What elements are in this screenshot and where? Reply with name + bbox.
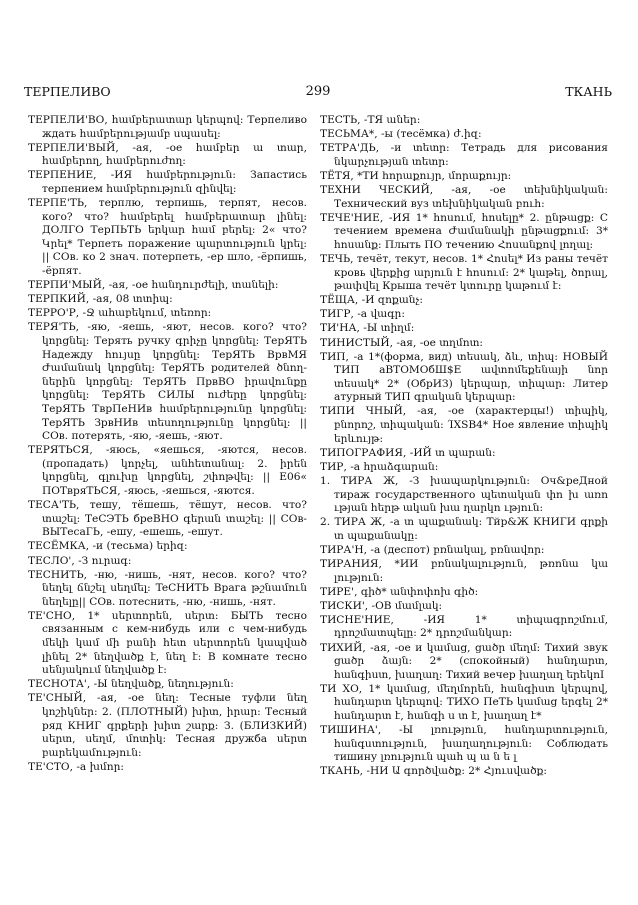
entry-definition: -яюсь, «яешься, -яются, несов. (пропадать) կորչել, անհետանալ: 2. իրեն կորցնել, գլուխը կորցնել, շփոթվել: || Е06« ПОТвряТЬСЯ, -яюсь, -яешься, -яются. (42, 444, 307, 498)
entry-headword: ТИХИЙ (320, 641, 363, 654)
dictionary-entry: ТИП, -а 1*(форма, вид) տեսակ, ձև, տիպ: НОВЫЙ ТИП аВТОМОбШ$Е ավտոմեքենայի նոր տեսակ* 2* (ОбрИЗ) կերպար, տիպար: Литер атурный ТИП գրական կերպար: (320, 350, 608, 404)
entry-headword: ТЕРЯ'ТЬ (28, 321, 76, 334)
entry-headword: ТИПОГРАФИЯ (320, 446, 403, 459)
dictionary-entry: ТЕРПЕ'ТЬ, терплю, терпишь, терпят, несов. кого? что? համբերել համբերատար լինել: ДОЛГО ТерПЬТЬ երկար համ բերել: 2« что? Կրել* Терпеть поражение պարտություն կրել: || СОв. ко 2 знач. потерпеть, -ер шло, -ёрпишь, -ёрпят. (28, 197, 307, 278)
entry-definition: течёт, текут, несов. 1* Հոսել* Из раны течёт кровь վերքից արյուն է հոսում: 2* կաթել, ծորալ, թափվել Крыша течёт կտուրը կաթում է: (334, 252, 608, 293)
entry-definition: համբերատար կերպով: Терпеливо ждать համբերությամբ սպասել: (42, 114, 307, 140)
dictionary-entry: ТЕСЛО', -З ուրագ: (28, 554, 132, 567)
entry-definition: -З խապարկություն: Оч&рeДной тираж государственного պետական փո խ առո ւթյան հերթ ական խա ղարկո ւթյուն: (334, 474, 608, 515)
entry-headword: ТЁЩА (320, 294, 355, 307)
entry-headword: ТИСКИ' (320, 599, 365, 612)
entry-definition: -ая, -ое համբեր ա տար, համբերող, համբերուժող: (42, 141, 307, 168)
dictionary-entry: ТЁЩА, -И զոքանչ: (320, 294, 423, 307)
dictionary-entry: 2. ТИРА Ж, -а տ պաքանակ: Тйр&Ж КНИГИ գրքի տ պաքանակը: (320, 516, 608, 542)
dictionary-entry: ТЕ'СТО, -а խմոր: (28, 760, 124, 773)
entry-headword: ТИР (320, 460, 344, 473)
entry-definition: -ая, -ое նեղ: Тесные туфли նեղ կոշիկներ: 2. (ПЛОТНЫЙ) խիտ, իրար: Тесный ряд КНИГ գրքերի խիտ շարք: З. (БЛИЗКИЙ) սերտ, սեղմ, մոտիկ: Тесная дружба սերտ բարեկամություն: (42, 692, 307, 759)
entry-definition: -Ы լռություն, հանդարտություն, հանգստություն, խաղաղություն: Соблюдать тишину լռություն պահ պ ա ն ե լ (334, 724, 608, 764)
entry-definition: -Ջ ահաբեկում, տեռոր: (82, 307, 212, 320)
entry-definition: терплю, терпишь, терпят, несов. кого? что? համբերել համբերատար լինել: ДОЛГО ТерПЬТЬ երկար համ բերել: 2« что? Կրել* Терпеть поражение պարտություն կրել: || СОв. ко 2 знач. потерпеть, -ер шло, -ёрпишь, -ёрпят. (42, 197, 307, 278)
page-number: 299 (305, 84, 331, 99)
dictionary-entry: ТИ ХО, 1* կամաց, մեղմորեն, հանգիստ կերպով, հանդարտ կերպով: ТИХО ПеТЬ կամաց երգել 2* հանդարտ է, հանգի ս տ է, խաղաղ է* (320, 682, 608, 723)
entry-headword: ТЕХНИ ЧЕСКИЙ (320, 183, 430, 196)
entry-headword: ТЕЧЕ'НИЕ (320, 211, 380, 224)
entry-definition: -а (деспот) բռնակալ, բռնավոր: (370, 543, 545, 556)
entry-headword: ТЕСА'ТЬ (28, 499, 77, 512)
dictionary-entry: ТЕРПЕЛИ'ВО, համբերատար կերպով: Терпеливо ждать համբերությամբ սպասել: (28, 114, 307, 140)
left-column (28, 114, 307, 775)
entry-definition: -и (тесьма) երիզ: (92, 540, 188, 553)
entry-definition: -ИЯ 1* տիպագրոշմում, դրոշմատպելը: 2* դրոշմանկար: (334, 613, 608, 640)
entry-headword: ТИПИ ЧНЫЙ (320, 405, 403, 418)
dictionary-entry: ТИПОГРАФИЯ, -ИЙ տ պարան: (320, 446, 496, 459)
entry-headword: ТИ'НА (320, 322, 357, 335)
entry-definition: -и տետր: Тетрадь для рисования նկարչության տետր: (334, 142, 608, 168)
entry-headword: ТЕ'СНО (28, 609, 72, 622)
dictionary-entry: ТЕСНОТА', -Ы նեղվածք, նեղություն: (28, 678, 234, 691)
entry-definition: -ТЯ աներ: (363, 114, 421, 126)
entry-headword: 1. ТИРА Ж (320, 474, 396, 487)
entry-definition: -ая, 08 տտիպ: (92, 293, 173, 306)
entry-headword: ТЕРПЕЛИ'ВЫЙ (28, 141, 116, 154)
entry-definition: -а խմոր: (76, 760, 124, 773)
entry-definition: -ИЙ տ պարան: (409, 446, 496, 459)
entry-headword: ТЕРПЕНИЕ (28, 169, 94, 182)
entry-headword: ТЕСНИТЬ (28, 568, 84, 581)
dictionary-entry: ТИСКИ', -ОВ մամլակ: (320, 599, 443, 612)
dictionary-entry: ТЕРПИ'МЫЙ, -ая, -ое հանդուրժելի, տանելի: (28, 279, 279, 292)
entry-definition: 1* սերտորեն, սերտ: БЫТЬ тесно связанным с кем-нибудь или с чем-нибудь մեկի կամ մի բանի հետ սերտորեն կապված լինել 2* նեղվածք է, նեղ է: В комнате тесно սենյակում նեղվածք է: (42, 609, 307, 677)
entry-headword: ТИРАНИЯ (320, 558, 379, 570)
entry-headword: ТЕСНОТА' (28, 678, 87, 691)
dictionary-entry: ТЕХНИ ЧЕСКИЙ, -ая, -ое տեխնիկական: Технический вуз տեխնիկական բուհ: (320, 183, 608, 210)
entry-headword: ТЕ'СНЫЙ (28, 692, 83, 705)
dictionary-entry: ТЁТЯ, *ТИ hորաքույր, մորաքույր: (320, 169, 512, 182)
entry-definition: *ИИ բռնակալություն, թռոնա կա լություն: (334, 558, 608, 584)
entry-headword: ТИСНЕ'НИЕ (320, 613, 391, 626)
page-header (24, 84, 612, 102)
entry-headword: ТЕРПИ'МЫЙ (28, 279, 102, 292)
entry-headword: ТИП (320, 350, 346, 363)
dictionary-entry: ТЕСТЬ, -ТЯ աներ: (320, 114, 421, 126)
entry-definition: -Ы նեղվածք, նեղություն: (93, 678, 234, 691)
entry-definition: -ая, -ое տղմոտ: (396, 336, 483, 349)
dictionary-entry: ТИНИСТЫЙ, -ая, -ое տղմոտ: (320, 336, 483, 349)
dictionary-entry: 1. ТИРА Ж, -З խապարկություն: Оч&рeДной тираж государственного պետական փո խ առո ւթյան հերթ ական խա ղարկո ւթյուն: (320, 474, 608, 515)
entry-definition: -ая, -ое (характерцы!) տիպիկ, բնորոշ, տիպական: ΊXSB4* Ное явление տիպիկ երևույթ: (334, 405, 608, 445)
entry-definition: -Ы տիղմ: (363, 322, 415, 335)
dictionary-entry: ТЕСЁМКА, -и (тесьма) երիզ: (28, 540, 188, 553)
entry-headword: ТЕСЁМКА (28, 540, 86, 553)
entry-definition: -ы (тесёмка) ժ.իզ: (380, 128, 482, 141)
entry-headword: ТЕСЛО' (28, 554, 72, 567)
dictionary-entry: ТИРАНИЯ, *ИИ բռնակալություն, թռոնա կա լություն: (320, 558, 608, 584)
dictionary-entry: ТИСНЕ'НИЕ, -ИЯ 1* տիպագրոշմում, դրոշմատպելը: 2* դրոշմանկար: (320, 613, 608, 640)
header-left-word: ТЕРПЕЛИВО (24, 84, 111, 99)
entry-headword: ТЕРПЕЛИ'ВО (28, 114, 105, 126)
entry-headword: ТЕРПЕ'ТЬ (28, 197, 85, 210)
entry-headword: ТЕСТЬ (320, 114, 358, 126)
entry-definition: -НИ Ա գործվածք: 2* Հյուսվածք: (366, 765, 547, 778)
dictionary-entry: ТКАНЬ, -НИ Ա գործվածք: 2* Հյուսվածք: (320, 765, 547, 778)
entry-definition: գիծ* անփոփոխ գիծ: (360, 585, 479, 598)
dictionary-entry: ТЕЧЬ, течёт, текут, несов. 1* Հոսել* Из раны течёт кровь վերքից արյուն է հոսում: 2* կաթել, ծորալ, թափվել Крыша течёт կտուրը կաթում է: (320, 252, 608, 293)
entry-headword: ТИРЕ' (320, 585, 355, 598)
entry-headword: ТИНИСТЫЙ (320, 336, 390, 349)
right-column (320, 114, 608, 780)
dictionary-entry: ТИРА'Н, -а (деспот) բռնակալ, բռնավոր: (320, 543, 545, 556)
dictionary-entry: ТЕЧЕ'НИЕ, -ИЯ 1* հոսում, հոսելը* 2. ընթացք: С течением времена Ժամանակի ընթացքում: 3* հոսանք: Плыть ПО течению Հոսանքով լողալ: (320, 211, 608, 251)
entry-headword: ТИГР (320, 308, 351, 321)
entry-headword: ТЕТРА'ДЬ (320, 142, 376, 155)
entry-definition: -ая, -ое հանդուրժելի, տանելի: (108, 279, 279, 292)
dictionary-entry: ТИРЕ', գիծ* անփոփոխ գիծ: (320, 585, 479, 598)
entry-headword: ТЕРПКИЙ (28, 293, 86, 306)
dictionary-entry: ТЕРПЕНИЕ, -ИЯ համբերություն: Запастись терпением համբերություն զինվել: (28, 169, 307, 195)
entry-headword: ТИ ХО (320, 682, 359, 695)
entry-definition: -ОВ մամլակ: (371, 599, 443, 612)
entry-headword: ТЕСЬМА* (320, 128, 375, 141)
dictionary-entry: ТЕ'СНО, 1* սերտորեն, սերտ: БЫТЬ тесно связанным с кем-нибудь или с чем-нибудь մեկի կամ մի բանի հետ սերտորեն կապված լինել 2* նեղվածք է, նեղ է: В комнате тесно սենյակում նեղվածք է: (28, 609, 307, 677)
entry-definition: 1* կամաց, մեղմորեն, հանգիստ կերպով, հանդարտ կերպով: ТИХО ПеТЬ կամաց երգել 2* հանդարտ է, հանգի ս տ է, խաղաղ է* (334, 682, 608, 723)
entry-definition: -ИЯ 1* հոսում, հոսելը* 2. ընթացք: С течением времена Ժամանակի ընթացքում: 3* հոսանք: Плыть ПО течению Հոսանքով լողալ: (334, 211, 608, 251)
entry-definition: -ая, -ое տեխնիկական: Технический вуз տեխնիկական բուհ: (334, 183, 608, 210)
entry-headword: ТЕРРО'Р (28, 307, 76, 320)
dictionary-entry: ТИПИ ЧНЫЙ, -ая, -ое (характерцы!) տիպիկ, բնորոշ, տիպական: ΊXSB4* Ное явление տիպիկ երևույթ: (320, 405, 608, 445)
dictionary-entry: ТЕ'СНЫЙ, -ая, -ое նեղ: Тесные туфли նեղ կոշիկներ: 2. (ПЛОТНЫЙ) խիտ, իրար: Тесный ряд КНИГ գրքերի խիտ շարք: З. (БЛИЗКИЙ) սերտ, սեղմ, մոտիկ: Тесная дружба սերտ բարեկամություն: (28, 692, 307, 759)
entry-headword: ТЕРЯТЬСЯ (28, 444, 90, 457)
header-right-word: ТКАНЬ (565, 84, 612, 99)
dictionary-entry: ТИР, -а հրաձգարան: (320, 460, 439, 473)
dictionary-entry: ТЕСНИТЬ, -ню, -нишь, -нят, несов. кого? что? նեղել ճնշել սեղմել: TeCНИТЬ Врага թշնամուն նեղելը|| СОв. потеснить, -ню, -нишь, -нят. (28, 568, 307, 608)
entry-headword: 2. ТИРА Ж (320, 516, 383, 529)
entry-headword: ТЁТЯ (320, 169, 351, 182)
entry-definition: тешу, тёшешь, тёшут, несов. что? տաշել: ТеСЭТЬ бреВНО գերան տաշել: || СОв- ВЫТесаГЬ, -ешу, -ешешь, -ешут. (42, 499, 307, 539)
dictionary-entry: ТЕРПЕЛИ'ВЫЙ, -ая, -ое համբեր ա տար, համբերող, համբերուժող: (28, 141, 307, 168)
dictionary-entry: ТЕТРА'ДЬ, -и տետր: Тетрадь для рисования նկարչության տետր: (320, 142, 608, 168)
entry-definition: -а վագր: (357, 308, 405, 321)
dictionary-entry: ТИШИНА', -Ы լռություն, հանդարտություն, հանգստություն, խաղաղություն: Соблюдать тишину լռություն պահ պ ա ն ե լ (320, 724, 608, 764)
entry-definition: -а հրաձգարան: (350, 460, 439, 473)
entry-definition: -ню, -нишь, -нят, несов. кого? что? նեղել ճնշել սեղմել: TeCНИТЬ Врага թշնամուն նեղելը|| СОв. потеснить, -ню, -нишь, -нят. (42, 568, 307, 608)
entry-definition: -а 1*(форма, вид) տեսակ, ձև, տիպ: НОВЫЙ ТИП аВТОМОбШ$Е ավտոմեքենայի նոր տեսակ* 2* (ОбрИЗ) կերպար, տիպար: Литер атурный ТИП գրական կերպար: (334, 350, 608, 404)
entry-headword: ТКАНЬ (320, 765, 360, 778)
dictionary-entry: ТЕСА'ТЬ, тешу, тёшешь, тёшут, несов. что? տաշել: ТеСЭТЬ бреВНО գերան տաշել: || СОв- ВЫТесаГЬ, -ешу, -ешешь, -ешут. (28, 499, 307, 539)
entry-definition: -ИЯ համբերություն: Запастись терпением համբերություն զինվել: (42, 169, 307, 195)
entry-definition: -а տ պաքանակ: Тйр&Ж КНИГИ գրքի տ պաքանակը: (334, 516, 608, 542)
entry-definition: -И զոքանչ: (361, 294, 423, 307)
dictionary-entry: ТЕРПКИЙ, -ая, 08 տտիպ: (28, 293, 173, 306)
entry-definition: *ТИ hորաքույր, մորաքույր: (357, 169, 512, 182)
dictionary-entry: ТИХИЙ, -ая, -ое и կամաց, ցածր մեղմ: Тихий звук ցածր ձայն: 2* (спокойный) հանդարտ, հանգիստ, խաղաղ: Тихий вечер խաղաղ երեկոI (320, 641, 608, 681)
entry-definition: -ая, -ое и կամաց, ցածր մեղմ: Тихий звук ցածր ձայն: 2* (спокойный) հանդարտ, հանգիստ, խաղաղ: Тихий вечер խաղաղ երեկոI (334, 641, 608, 681)
entry-headword: ТЕ'СТО (28, 760, 70, 773)
entry-headword: ТЕЧЬ (320, 252, 351, 265)
dictionary-entry: ТИ'НА, -Ы տիղմ: (320, 322, 415, 335)
dictionary-entry: ТИГР, -а վագր: (320, 308, 405, 321)
dictionary-entry: ТЕСЬМА*, -ы (тесёмка) ժ.իզ: (320, 128, 482, 141)
entry-definition: -яю, -яешь, -яют, несов. кого? что? կորցնել: Терять ручку գրիչը կորցնել: ТерЯТЬ Надежду հույսը կորցնել: ТерЯТЬ ВрвМЯ Ժամանակ կորցնել: ТерЯТЬ родителей ծնողներին կորցնել: ТерЯТЬ ПрвВО իրավունքը կորցնել: ТерЯТЬ СИЛЫ ուժերը կորցնել: ТерЯТЬ ТврПеНИв համբերությունը կորցնել: ТерЯТЬ ЗрвНИв տեսողությունը կորցնել: || СОв. потерять, -яю, -яешь, -яют. (42, 321, 307, 443)
dictionary-entry: ТЕРЯТЬСЯ, -яюсь, «яешься, -яются, несов. (пропадать) կորչել, անհետանալ: 2. իրեն կորցնել, գլուխը կորցնել, շփոթվել: || Е06« ПОТвряТЬСЯ, -яюсь, -яешься, -яются. (28, 444, 307, 498)
dictionary-entry: ТЕРЯ'ТЬ, -яю, -яешь, -яют, несов. кого? что? կորցնել: Терять ручку գրիչը կորցնել: ТерЯТЬ Надежду հույսը կորցնել: ТерЯТЬ ВрвМЯ Ժամանակ կորցնել: ТерЯТЬ родителей ծնողներին կորցնել: ТерЯТЬ ПрвВО իրավունքը կորցնել: ТерЯТЬ СИЛЫ ուժերը կորցնել: ТерЯТЬ ТврПеНИв համբերությունը կորցնել: ТерЯТЬ ЗрвНИв տեսողությունը կորցնել: || СОв. потерять, -яю, -яешь, -яют. (28, 321, 307, 443)
entry-definition: -З ուրագ: (78, 554, 132, 567)
dictionary-entry: ТЕРРО'Р, -Ջ ահաբեկում, տեռոր: (28, 307, 212, 320)
entry-headword: ТИРА'Н (320, 543, 364, 556)
entry-headword: ТИШИНА' (320, 724, 378, 737)
